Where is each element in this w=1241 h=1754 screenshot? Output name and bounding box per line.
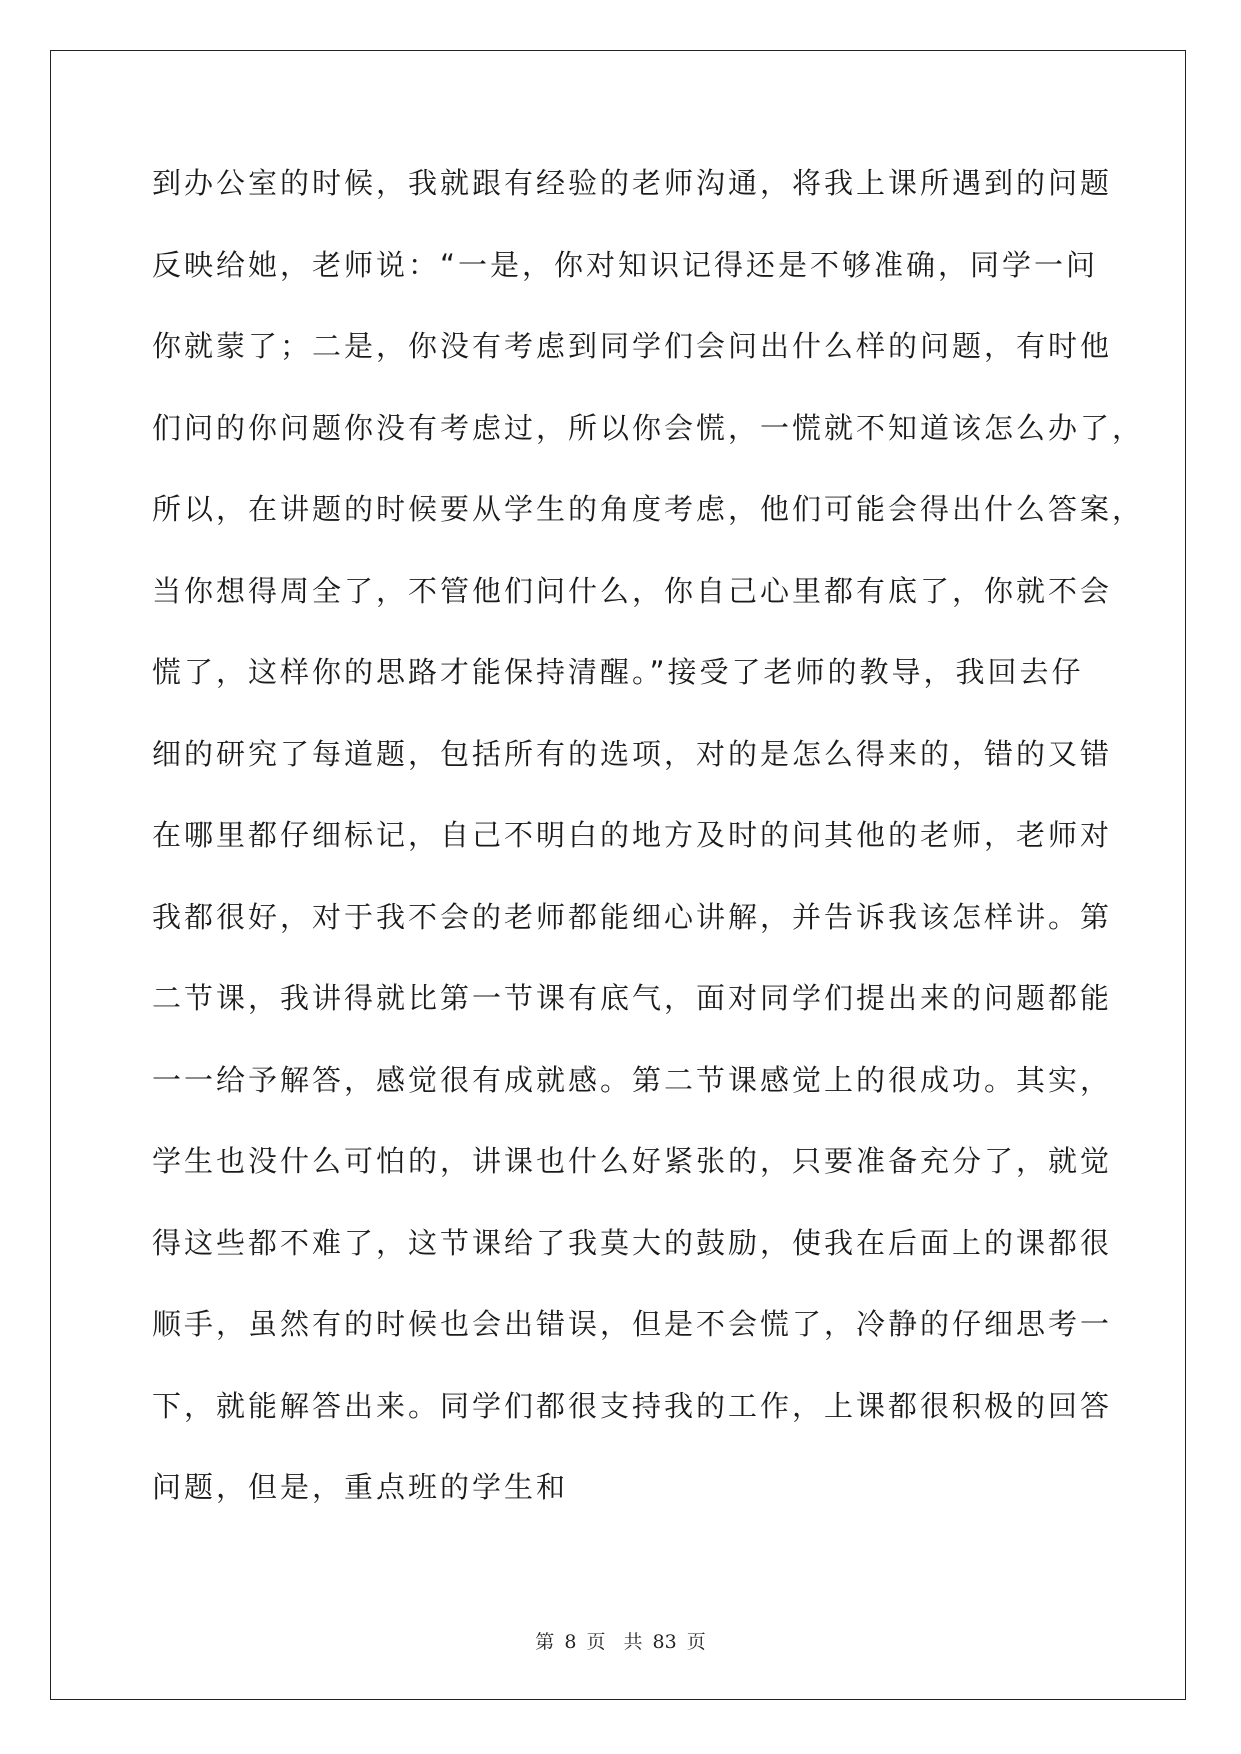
text-line: 我都很好，对于我不会的老师都能细心讲解，并告诉我该怎样讲。第 [152, 899, 1113, 934]
text-line: 当你想得周全了，不管他们问什么，你自己心里都有底了，你就不会 [152, 573, 1113, 608]
text-line: 二节课，我讲得就比第一节课有底气，面对同学们提出来的问题都能 [152, 981, 1113, 1015]
text-line: 下，就能解答出来。同学们都很支持我的工作，上课都很积极的回答 [152, 1388, 1113, 1423]
text-line: 得这些都不难了，这节课给了我莫大的鼓励，使我在后面上的课都很 [152, 1225, 1113, 1260]
text-line: 问题，但是，重点班的学生和 [152, 1470, 569, 1504]
text-line: 所以，在讲题的时候要从学生的角度考虑，他们可能会得出什么答案， [152, 492, 1145, 526]
text-line: 在哪里都仔细标记，自己不明白的地方及时的问其他的老师，老师对 [152, 818, 1113, 852]
text-line: 到办公室的时候，我就跟有经验的老师沟通，将我上课所遇到的问题 [152, 166, 1113, 200]
text-line: 一一给予解答，感觉很有成就感。第二节课感觉上的很成功。其实， [152, 1062, 1113, 1097]
page-total: 共 83 页 [623, 1631, 706, 1653]
document-body [152, 158, 1145, 1544]
text-line: 反映给她，老师说：“一是，你对知识记得还是不够准确，同学一问 [152, 247, 1099, 282]
text-line: 们问的你问题你没有考虑过，所以你会慌，一慌就不知道该怎么办了， [152, 410, 1145, 445]
page-footer [0, 1627, 1241, 1654]
text-line: 慌了，这样你的思路才能保持清醒。”接受了老师的教导，我回去仔 [152, 655, 1084, 689]
text-line: 学生也没什么可怕的，讲课也什么好紧张的，只要准备充分了，就觉 [152, 1144, 1113, 1178]
text-line: 顺手，虽然有的时候也会出错误，但是不会慌了，冷静的仔细思考一 [152, 1307, 1113, 1341]
text-line: 你就蒙了；二是，你没有考虑到同学们会问出什么样的问题，有时他 [152, 329, 1113, 363]
page-number: 第 8 页 [535, 1631, 606, 1653]
text-line: 细的研究了每道题，包括所有的选项，对的是怎么得来的，错的又错 [152, 736, 1113, 771]
